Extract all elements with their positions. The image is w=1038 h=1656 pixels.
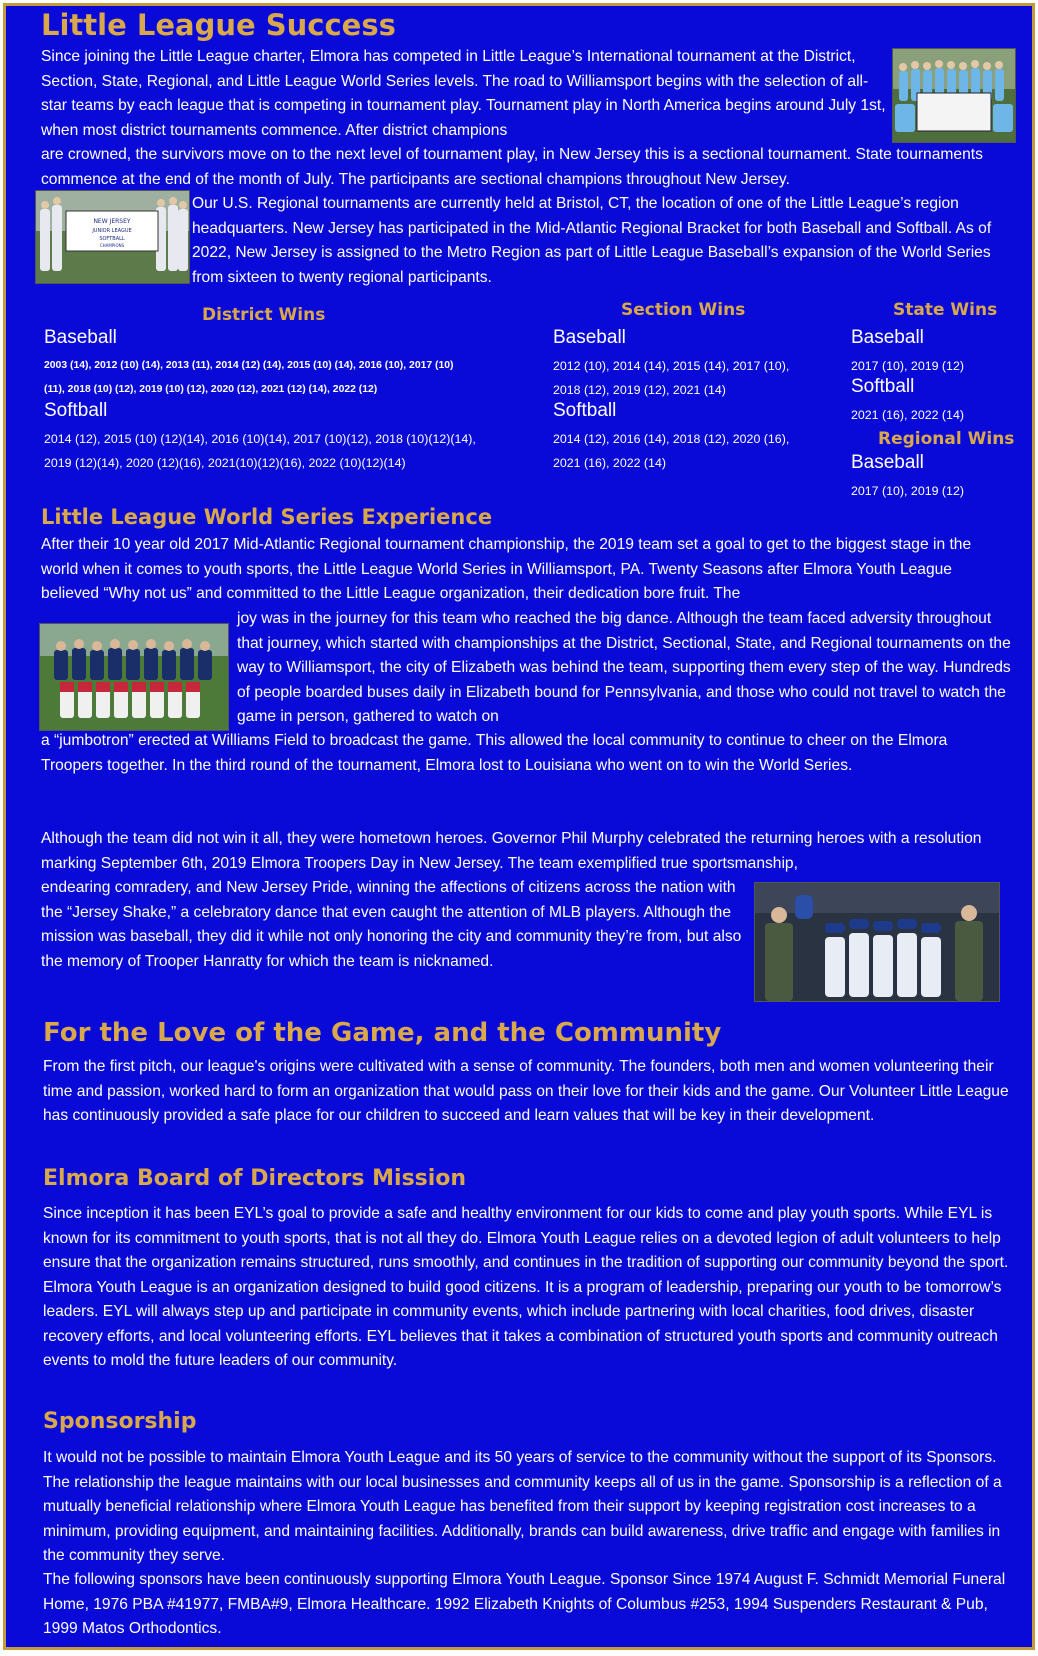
district-baseball-label: Baseball xyxy=(44,327,117,348)
district-softball-label: Softball xyxy=(44,400,108,421)
celebration-photo xyxy=(754,882,1000,1002)
sponsor-paragraph-1: It would not be possible to maintain Elmora Youth League and its 50 years of service to the community without the support of its Sponsors. The relationship the league maintains with our local businesses and community keeps all of us in the game. Sponsorship is a reflection of a mutually beneficial relationship where Elmora Youth League has benefited from their support by keeping registration cost increases to a minimum, providing equipment, and maintaining facilities. Additionally, brands can build awareness, drive traffic and engage with families in the community they serve. xyxy=(43,1449,1002,1564)
district-wins-title: District Wins xyxy=(202,305,326,325)
district-softball-years-1: 2014 (12), 2015 (10) (12)(14), 2016 (10)(14), 2017 (10)(12), 2018 (10)(12)(14), xyxy=(44,432,476,446)
board-title: Elmora Board of Directors Mission xyxy=(43,1166,467,1191)
llws-paragraph-1a: After their 10 year old 2017 Mid-Atlantic Regional tournament championship, the 2019 team set a goal to get to the biggest stage in the world when it comes to youth sports, the Little League World Series in Williamsport, PA. Twenty Seasons after Elmora Youth League believed “Why not us” and committed to the Little League organization, their dedication bore fruit. The xyxy=(41,536,972,602)
success-paragraph-1b: are crowned, the survivors move on to the next level of tournament play, in New Jersey this is a sectional tournament. State tournaments commence at the end of the month of July. The participants are sectional champions throughout New Jersey. xyxy=(41,146,983,188)
section-baseball-years-1: 2012 (10), 2014 (14), 2015 (14), 2017 (10), xyxy=(553,359,790,373)
team-photo-baseball-image xyxy=(40,624,228,730)
board-paragraph: Since inception it has been EYL’s goal to provide a safe and healthy environment for our kids to come and play youth sports. While EYL is known for its commitment to youth sports, that is not all they do. Elmora Youth League relies on a devoted legion of adult volunteers to help ensure that the organization remains structured, runs smoothly, and continues in the tradition of supporting our community beyond the sport. Elmora Youth League is an organization designed to build good citizens. It is a program of leadership, preparing our youth to be tomorrow’s leaders. EYL will always step up and participate in community events, which include partnering with local charities, food drives, disaster recovery efforts, and local volunteering efforts. EYL believes that it takes a combination of structured youth sports and community outreach events to mold the future leaders of our community. xyxy=(43,1205,1009,1369)
section-softball-years-1: 2014 (12), 2016 (14), 2018 (12), 2020 (16), xyxy=(553,432,790,446)
llws-paragraph-2a: Although the team did not win it all, they were hometown heroes. Governor Phil Murphy celebrated the returning heroes with a resolution marking September 6th, 2019 Elmora Troopers Day in New Jersey. The team exemplified true sportsmanship, xyxy=(41,830,982,872)
svg-text:CHAMPIONS: CHAMPIONS xyxy=(99,243,125,248)
success-title: Little League Success xyxy=(41,8,396,42)
state-softball-label: Softball xyxy=(851,376,915,397)
team-photo-softball-left xyxy=(35,190,190,284)
state-baseball-years: 2017 (10), 2019 (12) xyxy=(851,359,964,373)
llws-paragraph-1c: a “jumbotron” erected at Williams Field to broadcast the game. This allowed the local community to continue to cheer on the Elmora Troopers together. In the third round of the tournament, Elmora lost to Louisiana who went on to win the World Series. xyxy=(41,732,948,774)
state-baseball-label: Baseball xyxy=(851,327,924,348)
section-baseball-label: Baseball xyxy=(553,327,626,348)
success-paragraph-1a: Since joining the Little League charter, Elmora has competed in Little League’s International tournament at the District, Section, State, Regional, and Little League World Series levels. The road to Williamsport begins with the selection of all-star teams by each league that is competing in tournament play. Tournament play in North America begins around July 1st, when most district tournaments commence. After district champions xyxy=(41,48,886,139)
regional-baseball-years: 2017 (10), 2019 (12) xyxy=(851,484,964,498)
section-softball-label: Softball xyxy=(553,400,617,421)
team-photo-softball-left-image xyxy=(36,191,189,283)
document-page xyxy=(3,3,1035,1650)
llws-paragraph-2b: endearing comradery, and New Jersey Pride, winning the affections of citizens across the nation with the “Jersey Shake,” a celebratory dance that even caught the attention of MLB players. Although the mission was baseball, they did it while not only honoring the city and community they’re from, but also the memory of Trooper Hanratty for which the team is nicknamed. xyxy=(41,879,742,970)
love-paragraph: From the first pitch, our league's origins were cultivated with a sense of community. The founders, both men and women volunteering their time and passion, worked hard to form an organization that would pass on their love for their kids and the game. Our Volunteer Little League has continuously provided a safe place for our children to succeed and learn values that will be key in their development. xyxy=(43,1058,1009,1124)
sponsor-paragraph-2: The following sponsors have been continuously supporting Elmora Youth League. Sponsor Since 1974 August F. Schmidt Memorial Funeral Home, 1976 PBA #41977, FMBA#9, Elmora Healthcare. 1992 Elizabeth Knights of Columbus #253, 1994 Suspenders Restaurant & Pub, 1999 Matos Orthodontics. xyxy=(43,1571,1006,1637)
regional-baseball-label: Baseball xyxy=(851,452,924,473)
team-photo-softball-top-image xyxy=(893,49,1015,142)
team-photo-baseball xyxy=(39,623,229,731)
llws-title: Little League World Series Experience xyxy=(41,505,493,529)
section-wins-title: Section Wins xyxy=(621,300,746,320)
svg-text:SOFTBALL: SOFTBALL xyxy=(99,236,125,242)
state-softball-years: 2021 (16), 2022 (14) xyxy=(851,408,964,422)
district-baseball-years-2: (11), 2018 (10) (12), 2019 (10) (12), 2020 (12), 2021 (12) (14), 2022 (12) xyxy=(44,384,378,395)
svg-text:JUNIOR LEAGUE: JUNIOR LEAGUE xyxy=(92,228,132,234)
section-baseball-years-2: 2018 (12), 2019 (12), 2021 (14) xyxy=(553,383,726,397)
regional-wins-title: Regional Wins xyxy=(878,429,1015,449)
section-softball-years-2: 2021 (16), 2022 (14) xyxy=(553,456,666,470)
team-photo-softball-top xyxy=(892,48,1016,143)
district-baseball-years-1: 2003 (14), 2012 (10) (14), 2013 (11), 2014 (12) (14), 2015 (10) (14), 2016 (10), 2017 (10) xyxy=(44,360,454,371)
success-paragraph-2: Our U.S. Regional tournaments are currently held at Bristol, CT, the location of one of the Little League’s region headquarters. New Jersey has participated in the Mid-Atlantic Regional Bracket for both Baseball and Softball. As of 2022, New Jersey is assigned to the Metro Region as part of Little League Baseball’s expansion of the World Series from sixteen to twenty regional participants. xyxy=(192,195,992,286)
sponsor-title: Sponsorship xyxy=(43,1409,197,1434)
llws-paragraph-1b: joy was in the journey for this team who reached the big dance. Although the team faced adversity throughout that journey, which started with championships at the District, Sectional, State, and Regional tournaments on the way to Williamsport, the city of Elizabeth was behind the team, supporting them every step of the way. Hundreds of people boarded buses daily in Elizabeth bound for Pennsylvania, and those who could not travel to watch the game in person, gathered to watch on xyxy=(237,610,1011,725)
svg-text:NEW JERSEY: NEW JERSEY xyxy=(93,218,131,225)
love-title: For the Love of the Game, and the Community xyxy=(43,1018,722,1048)
celebration-photo-image xyxy=(755,883,999,1001)
district-softball-years-2: 2019 (12)(14), 2020 (12)(16), 2021(10)(12)(16), 2022 (10)(12)(14) xyxy=(44,456,406,470)
state-wins-title: State Wins xyxy=(893,300,998,320)
